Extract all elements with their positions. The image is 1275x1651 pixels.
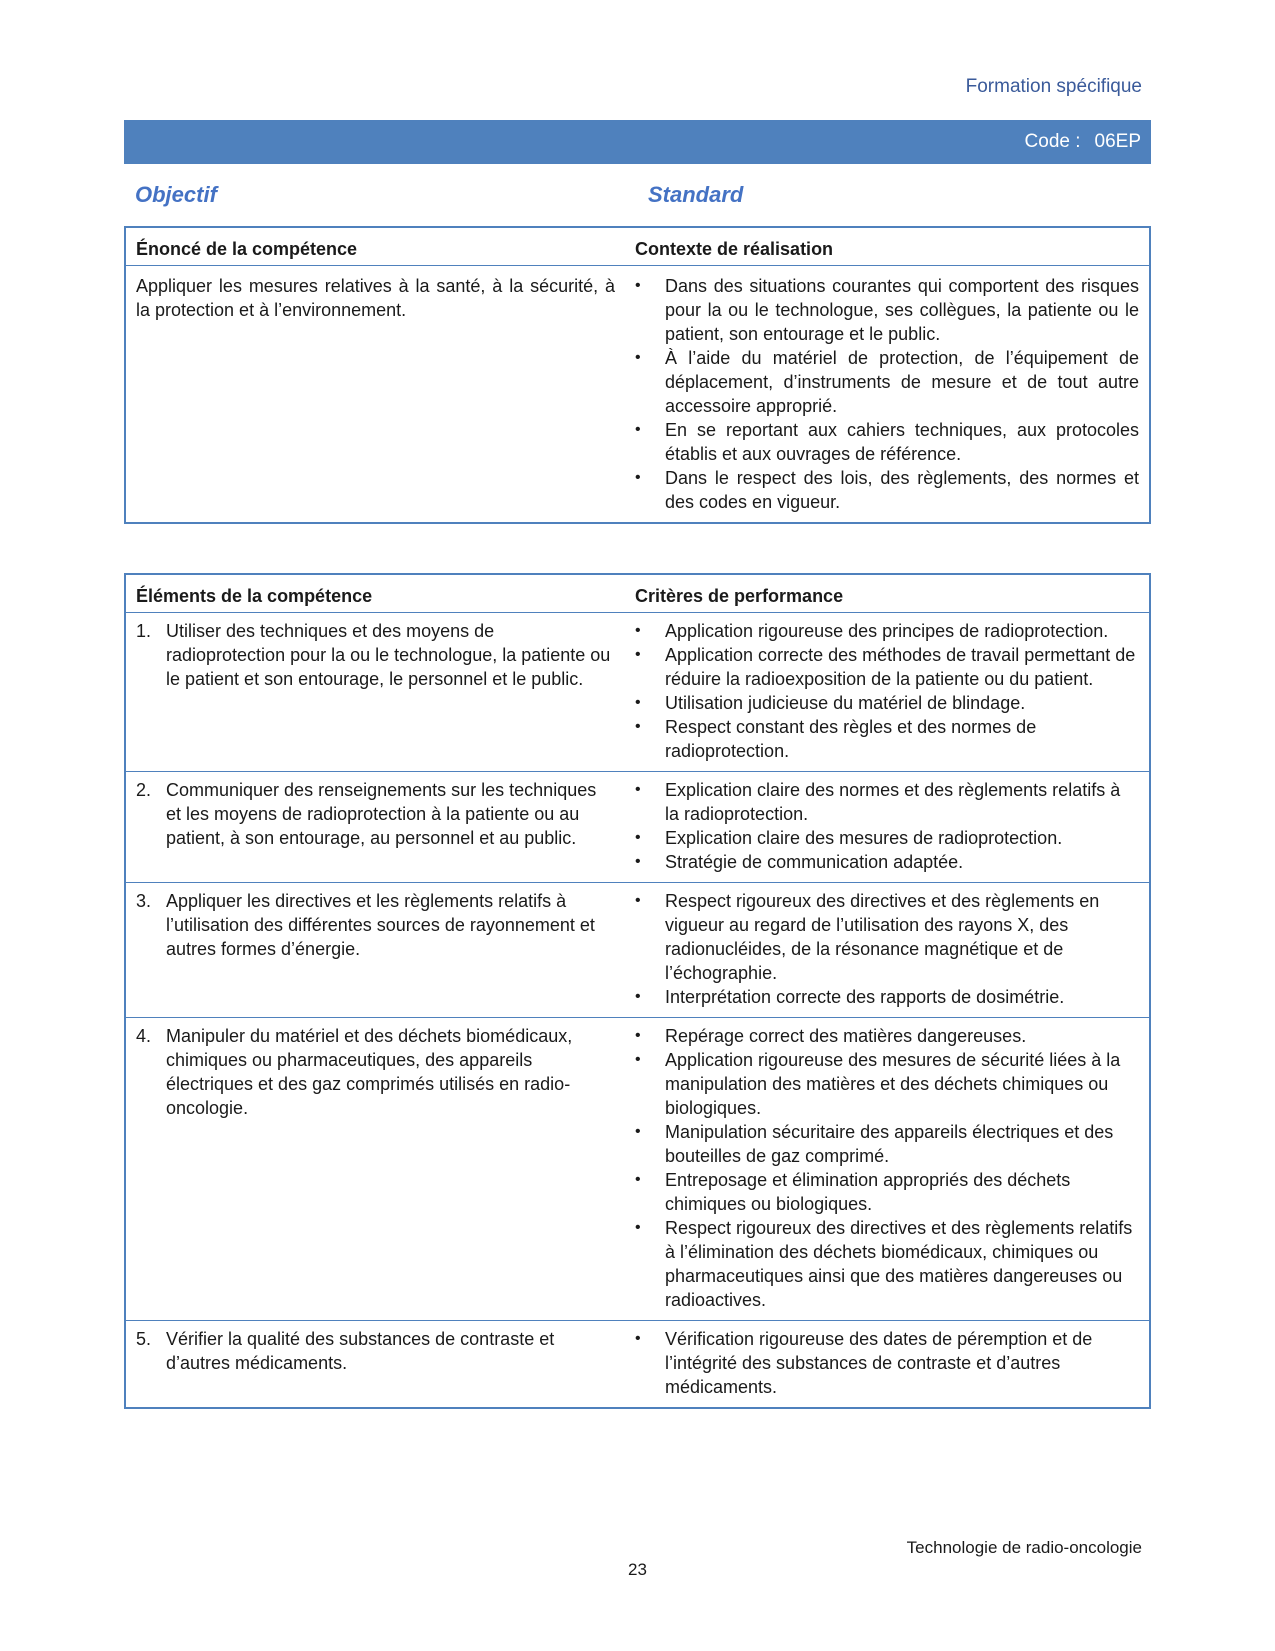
element-item [136, 1327, 615, 1375]
element-text: Manipuler du matériel et des déchets biomédicaux, chimiques ou pharmaceutiques, des appareils électriques et des gaz comprimés utilisés en radio-oncologie. [166, 1026, 573, 1118]
competence-statement: Appliquer les mesures relatives à la santé, à la sécurité, à la protection et à l’environnement. [136, 276, 615, 320]
element-text: Vérifier la qualité des substances de contraste et d’autres médicaments. [166, 1329, 555, 1373]
elements-table [124, 573, 1151, 1409]
element-item [136, 778, 615, 850]
element-number: 2. [136, 780, 152, 800]
criteria-item: • Interprétation correcte des rapports de dosimétrie. [635, 985, 1139, 1009]
criteria-item: • Application rigoureuse des principes de radioprotection. [635, 619, 1139, 643]
context-item: • À l’aide du matériel de protection, de l’équipement de déplacement, d’instruments de mesure et de tout autre accessoire approprié. [635, 346, 1139, 418]
criteria-item: • Manipulation sécuritaire des appareils électriques et des bouteilles de gaz comprimé. [635, 1120, 1139, 1168]
element-row [125, 613, 1150, 772]
context-item: • Dans des situations courantes qui comportent des risques pour la ou le technologue, ses collègues, la patiente ou le patient, son entourage et le public. [635, 274, 1139, 346]
program-section-title: Formation spécifique [965, 76, 1142, 97]
elements-table-header [125, 574, 1150, 613]
element-number: 3. [136, 891, 152, 911]
page-number: 23 [628, 1560, 647, 1579]
element-text: Communiquer des renseignements sur les techniques et les moyens de radioprotection à la patiente ou au patient, à son entourage, au personnel et au public. [166, 780, 597, 848]
criteria-list [635, 1024, 1139, 1312]
criteria-item: • Respect rigoureux des directives et des règlements relatifs à l’élimination des déchets biomédicaux, chimiques ou pharmaceutiques ainsi que des matières dangereuses ou radioactives. [635, 1216, 1139, 1312]
element-item [136, 619, 615, 691]
competence-row [125, 266, 1150, 524]
element-item [136, 889, 615, 961]
context-list [635, 274, 1139, 514]
criteria-list [635, 619, 1139, 763]
standard-heading: Standard [648, 182, 744, 207]
criteria-list [635, 1327, 1139, 1399]
criteria-list [635, 889, 1139, 1009]
criteria-item: • Application rigoureuse des mesures de sécurité liées à la manipulation des matières et des déchets chimiques ou biologiques. [635, 1048, 1139, 1120]
criteria-item: • Respect rigoureux des directives et des règlements en vigueur au regard de l’utilisation des rayons X, des radionucléides, de la résonance magnétique et de l’échographie. [635, 889, 1139, 985]
context-item: • Dans le respect des lois, des règlements, des normes et des codes en vigueur. [635, 466, 1139, 514]
element-item [136, 1024, 615, 1120]
competence-table-header [125, 227, 1150, 266]
objectif-heading: Objectif [135, 182, 217, 207]
col-header-contexte: Contexte de réalisation [625, 227, 1150, 266]
element-text: Utiliser des techniques et des moyens de radioprotection pour la ou le technologue, la patiente ou le patient et son entourage, le personnel et le public. [166, 621, 611, 689]
criteria-item: • Utilisation judicieuse du matériel de blindage. [635, 691, 1139, 715]
col-header-elements: Éléments de la compétence [125, 574, 625, 613]
criteria-item: • Respect constant des règles et des normes de radioprotection. [635, 715, 1139, 763]
criteria-item: • Stratégie de communication adaptée. [635, 850, 1139, 874]
element-row [125, 883, 1150, 1018]
element-number: 1. [136, 621, 152, 641]
criteria-item: • Vérification rigoureuse des dates de péremption et de l’intégrité des substances de contraste et d’autres médicaments. [635, 1327, 1139, 1399]
code-label: Code : [1024, 131, 1081, 152]
col-header-enonce: Énoncé de la compétence [125, 227, 625, 266]
competence-table [124, 226, 1151, 524]
element-row [125, 1321, 1150, 1409]
col-header-criteres: Critères de performance [625, 574, 1150, 613]
criteria-list [635, 778, 1139, 874]
element-row [125, 1018, 1150, 1321]
context-item: • En se reportant aux cahiers techniques, aux protocoles établis et aux ouvrages de référence. [635, 418, 1139, 466]
code-value: 06EP [1094, 131, 1141, 152]
element-number: 4. [136, 1026, 152, 1046]
code-bar [124, 120, 1151, 164]
criteria-item: • Application correcte des méthodes de travail permettant de réduire la radioexposition de la patiente ou du patient. [635, 643, 1139, 691]
criteria-item: • Repérage correct des matières dangereuses. [635, 1024, 1139, 1048]
criteria-item: • Explication claire des mesures de radioprotection. [635, 826, 1139, 850]
criteria-item: • Entreposage et élimination appropriés des déchets chimiques ou biologiques. [635, 1168, 1139, 1216]
criteria-item: • Explication claire des normes et des règlements relatifs à la radioprotection. [635, 778, 1139, 826]
element-row [125, 772, 1150, 883]
element-number: 5. [136, 1329, 152, 1349]
footer-program-name: Technologie de radio-oncologie [906, 1538, 1142, 1557]
element-text: Appliquer les directives et les règlements relatifs à l’utilisation des différentes sources de rayonnement et autres formes d’énergie. [166, 891, 595, 959]
